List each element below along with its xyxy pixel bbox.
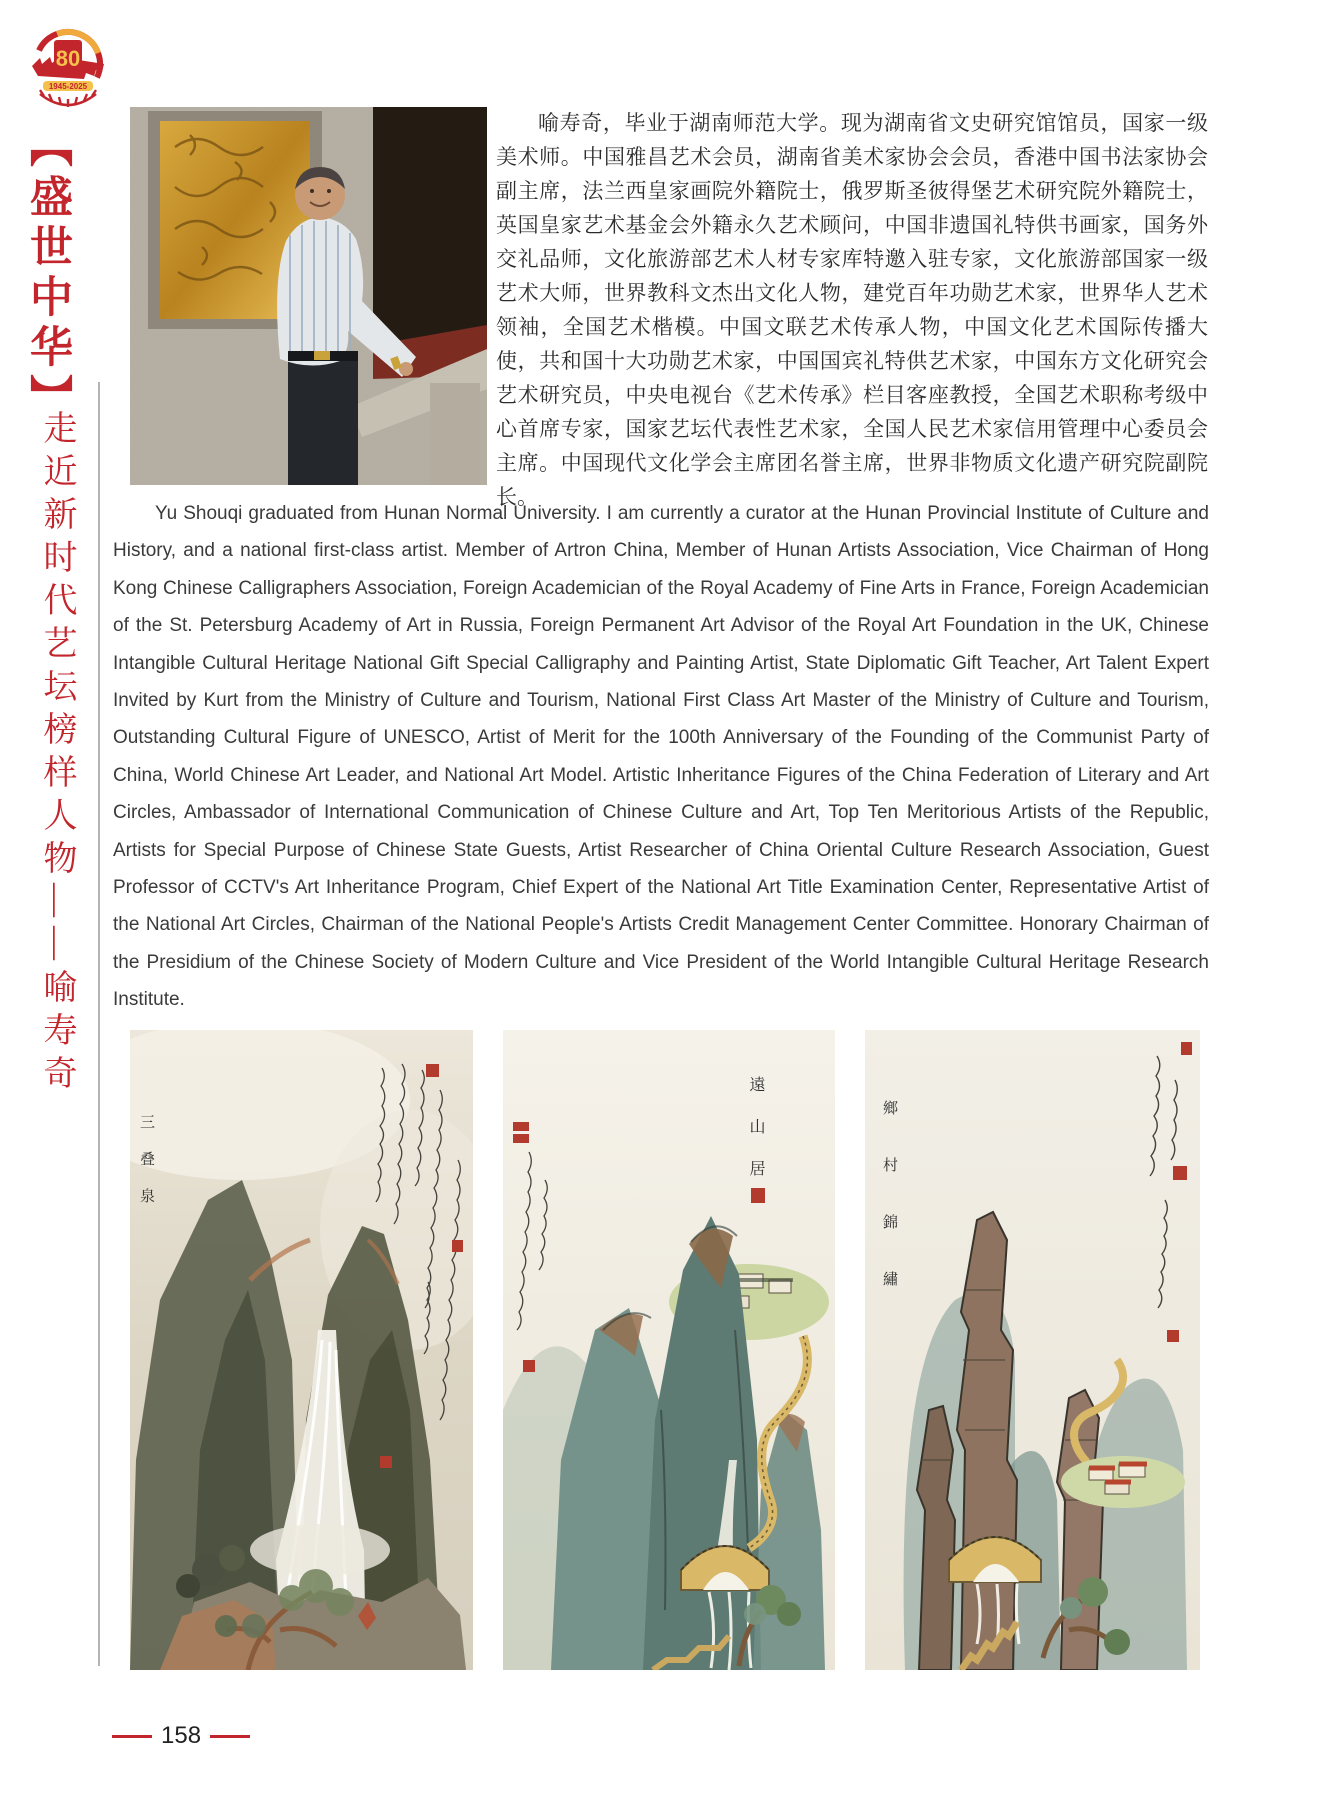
emblem-number: 80 xyxy=(55,46,81,71)
painting-title-label: 鄉村錦繡 xyxy=(881,1100,897,1328)
artist-portrait-photo xyxy=(130,107,487,485)
english-bio-paragraph: Yu Shouqi graduated from Hunan Normal University. I am currently a curator at the Hunan Provincial Institute of Culture and History, and a national first-class artist. Member of Artron China, Member of Hunan Artists Association, Vice Chairman of Hong Kong Chinese Calligraphers Association, Foreign Academician of the Royal Academy of Fine Arts in France, Foreign Academician of the St. Petersburg Academy of Art in Russia, Foreign Permanent Art Advisor of the Royal Art Foundation in the UK, Chinese Intangible Cultural Heritage National Gift Special Calligraphy and Painting Artist, State Diplomatic Gift Teacher, Art Talent Expert Invited by Kurt from the Ministry of Culture and Tourism, National First Class Art Master of the Ministry of Culture and Tourism, Outstanding Cultural Figure of UNESCO, Artist of Merit for the 100th Anniversary of the Founding of the Communist Party of China, World Chinese Art Leader, and National Art Model. Artistic Inheritance Figures of the China Federation of Literary and Art Circles, Ambassador of International Communication of Chinese Culture and Art, Top Ten Meritorious Artists of the Republic, Artists for Special Purpose of Chinese State Guests, Artist Researcher of China Oriental Culture Research Association, Guest Professor of CCTV's Art Inheritance Program, Chief Expert of the National Art Title Examination Center, Representative Artist of the National Art Circles, Chairman of the National People's Artists Credit Management Center Committee. Honorary Chairman of the Presidium of the Chinese Society of Modern Culture and Vice President of the World Intangible Cultural Heritage Research Institute. xyxy=(113,503,1209,1011)
painting-waterfall xyxy=(130,1030,473,1670)
footer-dash-right xyxy=(210,1735,250,1738)
page-footer xyxy=(112,1722,250,1750)
emblem-years: 1945-2025 xyxy=(48,82,88,91)
painting-countryside-pillars xyxy=(865,1030,1200,1670)
belt-buckle xyxy=(314,351,330,360)
chinese-bio-paragraph: 喻寿奇，毕业于湖南师范大学。现为湖南省文史研究馆馆员，国家一级美术师。中国雅昌艺术会员，湖南省美术家协会会员，香港中国书法家协会副主席，法兰西皇家画院外籍院士，俄罗斯圣彼得堡艺术研究院外籍院士，英国皇家艺术基金会外籍永久艺术顾问，中国非遗国礼特供书画家，国务外交礼品师，文化旅游部艺术人材专家库特邀入驻专家，文化旅游部国家一级艺术大师，世界教科文杰出文化人物，建党百年功勋艺术家，世界华人艺术领袖，全国艺术楷模。中国文联艺术传承人物，中国文化艺术国际传播大使，共和国十大功勋艺术家，中国国宾礼特供艺术家，中国东方文化研究会艺术研究员，中央电视台《艺术传承》栏目客座教授，全国艺术职称考级中心首席专家，国家艺坛代表性艺术家，全国人民艺术家信用管理中心委员会主席。中国现代文化学会主席团名誉主席，世界非物质文化遗产研究院副院长。 xyxy=(496,111,1208,509)
anniversary-80-emblem xyxy=(16,24,120,120)
laurel-branches xyxy=(40,90,96,107)
dark-doorway xyxy=(373,107,487,345)
painting-title-label: 三叠泉 xyxy=(138,1114,154,1225)
painting-mountain-dwelling xyxy=(503,1030,835,1670)
series-title: 【盛世中华】 xyxy=(24,124,71,424)
footer-dash-left xyxy=(112,1735,152,1738)
hand xyxy=(399,362,413,376)
painting-title-label: 遠山居 xyxy=(747,1076,764,1202)
feature-title: 走近新时代艺坛榜样人物——喻寿奇 xyxy=(38,410,75,1098)
page-number: 158 xyxy=(161,1722,202,1749)
vertical-divider xyxy=(98,382,100,1666)
